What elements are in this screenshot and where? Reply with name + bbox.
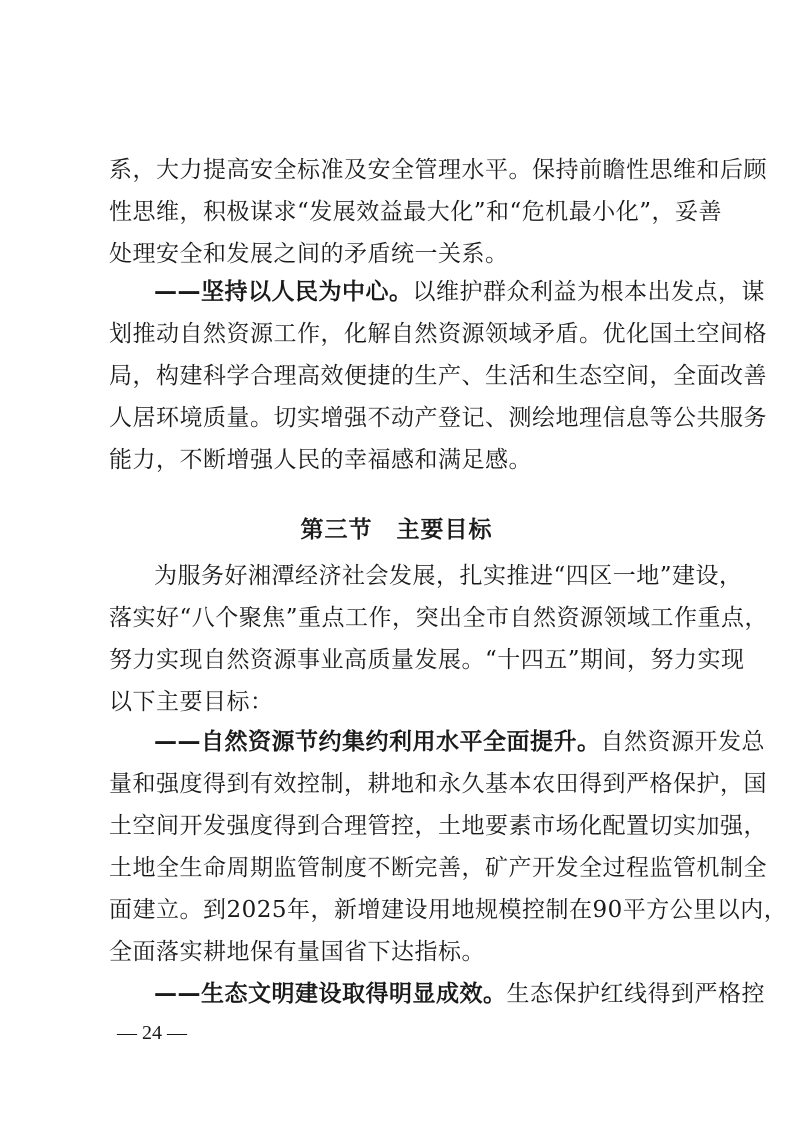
text-line: 划推动自然资源工作，化解自然资源领域矛盾。优化国土空间格 [109, 321, 767, 347]
paragraph-lead-bold: ——自然资源节约集约利用水平全面提升。 [154, 729, 601, 755]
paragraph-lead-bold: ——坚持以人民为中心。 [154, 279, 413, 305]
page-number: — 24 — [117, 1022, 187, 1044]
paragraph-lead-bold: ——生态文明建设取得明显成效。 [154, 981, 507, 1007]
text-line: 以下主要目标： [109, 689, 274, 715]
text-line: 努力实现自然资源事业高质量发展。“十四五”期间，努力实现 [109, 647, 745, 673]
paragraph-text: 以维护群众利益为根本出发点，谋 [412, 279, 765, 305]
text-line: 局，构建科学合理高效便捷的生产、生活和生态空间，全面改善 [109, 363, 767, 389]
paragraph-text: 自然资源开发总 [600, 729, 765, 755]
section-heading: 第三节 主要目标 [300, 517, 493, 543]
text-line: 性思维，积极谋求“发展效益最大化”和“危机最小化”，妥善 [109, 199, 723, 225]
text-line: 系，大力提高安全标准及安全管理水平。保持前瞻性思维和后顾 [109, 157, 767, 183]
text-line: 土地全生命周期监管制度不断完善，矿产开发全过程监管机制全 [109, 855, 767, 881]
text-line: 处理安全和发展之间的矛盾统一关系。 [109, 241, 509, 267]
text-line: 能力，不断增强人民的幸福感和满足感。 [109, 447, 532, 473]
text-line: 落实好“八个聚焦”重点工作，突出全市自然资源领域工作重点， [109, 605, 769, 631]
text-line: 全面落实耕地保有量国省下达指标。 [109, 939, 485, 965]
text-line: 量和强度得到有效控制，耕地和永久基本农田得到严格保护，国 [109, 771, 767, 797]
text-line [109, 974, 765, 1014]
paragraph-text: 生态保护红线得到严格控 [506, 981, 765, 1007]
text-line: 土空间开发强度得到合理管控，土地要素市场化配置切实加强， [109, 813, 767, 839]
text-line [109, 722, 765, 762]
text-line: 人居环境质量。切实增强不动产登记、测绘地理信息等公共服务 [109, 405, 767, 431]
text-line: 面建立。到2025年，新增建设用地规模控制在90平方公里以内， [109, 897, 788, 923]
text-line: 为服务好湘潭经济社会发展，扎实推进“四区一地”建设， [154, 563, 743, 589]
text-line [109, 272, 765, 312]
